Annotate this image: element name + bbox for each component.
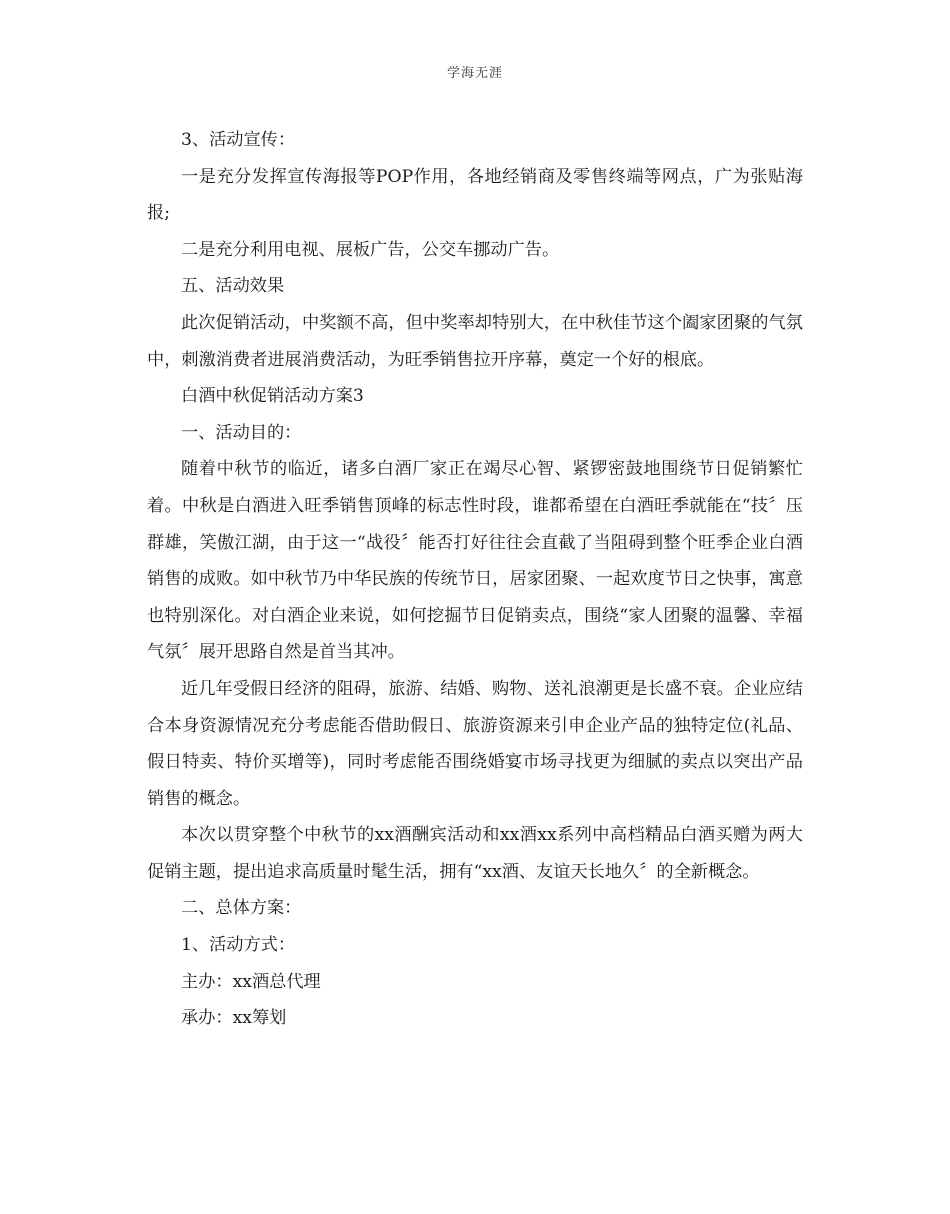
- section-heading-overall-plan: 二、总体方案：: [181, 898, 302, 919]
- paragraph-effect: 此次促销活动，中奖额不高，但中奖率却特别大，在中秋佳节这个阖家团聚的气氛中，刺激消费者进展消费活动，为旺季销售拉开序幕，奠定一个好的根底。: [147, 312, 803, 370]
- page-header: 学海无涯: [446, 66, 503, 81]
- section-heading-purpose: 一、活动目的：: [181, 422, 302, 443]
- paragraph-organizer: 主办：xx酒总代理: [181, 971, 321, 992]
- section-heading-promotion: 3、活动宣传：: [181, 130, 296, 150]
- paragraph-purpose-1: 随着中秋节的临近，诸多白酒厂家正在竭尽心智、紧锣密鼓地围绕节日促销繁忙着。中秋是白酒进入旺季销售顶峰的标志性时段，谁都希望在白酒旺季就能在“技〞压群雄，笑傲江湖，由于这一“战役〞能否打好往往会直截了当阻碍到整个旺季企业白酒销售的成败。如中秋节乃中华民族的传统节日，居家团聚、一起欢度节日之快事，寓意也特别深化。对白酒企业来说，如何挖掘节日促销卖点，围绕“家人团聚的温馨、幸福气氛〞展开思路自然是首当其冲。: [147, 459, 803, 663]
- paragraph-tv-ads: 二是充分利用电视、展板广告，公交车挪动广告。: [181, 239, 560, 260]
- paragraph-purpose-3: 本次以贯穿整个中秋节的xx酒酬宾活动和xx酒xx系列中高档精品白酒买赠为两大促销主题，提出追求高质量时髦生活，拥有“xx酒、友谊天长地久〞的全新概念。: [147, 825, 803, 882]
- section-heading-activity-method: 1、活动方式：: [181, 935, 296, 956]
- document-body: [147, 122, 803, 1037]
- paragraph-poster: 一是充分发挥宣传海报等POP作用，各地经销商及零售终端等网点，广为张贴海报;: [147, 166, 803, 224]
- paragraph-purpose-2: 近几年受假日经济的阻碍，旅游、结婚、购物、送礼浪潮更是长盛不衰。企业应结合本身资源情况充分考虑能否借助假日、旅游资源来引申企业产品的独特定位(礼品、假日特卖、特价买增等)，同时考虑能否围绕婚宴市场寻找更为细腻的卖点以突出产品销售的概念。: [147, 678, 803, 809]
- paragraph-undertaker: 承办：xx筹划: [181, 1008, 287, 1029]
- plan-title: 白酒中秋促销活动方案3: [181, 386, 364, 407]
- section-heading-effect: 五、活动效果: [181, 276, 285, 297]
